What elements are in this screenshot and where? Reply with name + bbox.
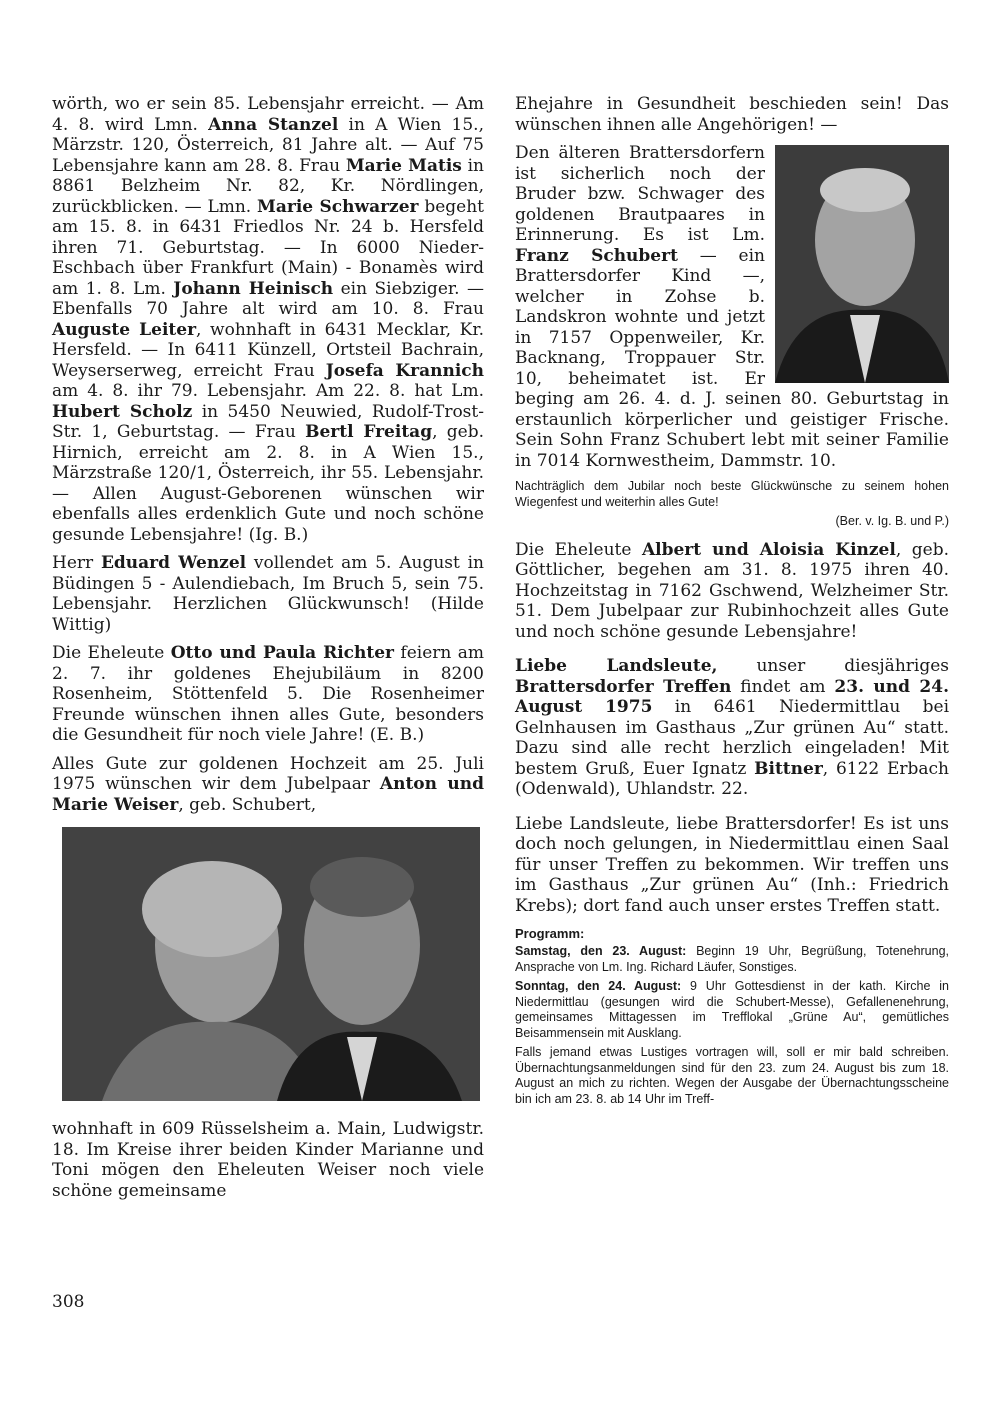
program-heading: Programm: [515, 926, 585, 941]
richter-paragraph: Die Eheleute Otto und Paula Richter feiern am 2. 7. ihr goldenes Ehejubiläum in 8200 Rosenheim, Stöttenfeld 5. Die Rosenheimer Freunde wünschen ihnen alles Gute, besonders die Gesundheit für noch viele Jahre! (E. B.) [52, 643, 484, 745]
wenzel-paragraph: Herr Eduard Wenzel vollendet am 5. August in Büdingen 5 - Aulendiebach, Im Bruch 5, sein 75. Lebensjahr. Herzlichen Glückwunsch! (Hilde Wittig) [52, 553, 484, 635]
weiser-continued: wohnhaft in 609 Rüsselsheim a. Main, Ludwigstr. 18. Im Kreise ihrer beiden Kinder Marianne und Toni mögen den Eheleuten Weiser noch viele schöne gemeinsame [52, 1119, 484, 1201]
name: Josefa Krannich [325, 360, 484, 381]
couple-photo [62, 827, 480, 1101]
name: Hubert Scholz [52, 401, 193, 422]
program-note: Falls jemand etwas Lustiges vortragen will, soll er mir bald schreiben. Übernachtungsanmeldungen sind für den 23. zum 24. August bis zum 18. August an mich zu richten. Wegen der Ausgabe der Übernachtungsscheine bin ich am 23. 8. ab 14 Uhr im Treff- [515, 1045, 949, 1106]
treffen-paragraph: Liebe Landsleute, unser diesjähriges Brattersdorfer Treffen findet am 23. und 24. August 1975 in 6461 Niedermittlau bei Gelnhausen im Gasthaus „Zur grünen Au“ statt. Dazu sind alle recht herzlich eingeladen! Mit bestem Gruß, Euer Ignatz Bittner, 6122 Erbach (Odenwald), Uhlandstr. 22. [515, 656, 950, 799]
saal-paragraph: Liebe Landsleute, liebe Brattersdorfer! Es ist uns doch noch gelungen, in Niedermittlau einen Saal für unser Treffen zu bekommen. Wir treffen uns im Gasthaus „Zur grünen Au“ (Inh.: Friedrich Krebs); dort fand auch unser erstes Treffen statt. [515, 813, 949, 916]
schubert-note: Nachträglich dem Jubilar noch beste Glückwünsche zu seinem hohen Wiegenfest und weiterhin alles Gute! [515, 479, 949, 509]
page-number: 308 [52, 1292, 85, 1312]
schubert-paragraph: Den älteren Brattersdorfern ist sicherlich noch der Bruder bzw. Schwager des goldenen Brautpaares in Erinnerung. Es ist Lm. Franz Schubert — ein Brattersdorfer Kind —, welcher in Zohse b. Landskron wohnte und jetzt in 7157 Oppenweiler, Kr. Backnang, Troppauer Str. 10, beheimatet ist. Er beging am 26. 4. d. J. seinen 80. Geburtstag in erstaunlich körperlicher und geistiger Frische. Sein Sohn Franz Schubert lebt mit seiner Familie in 7014 Kornwestheim, Dammstr. 10. [515, 143, 949, 471]
schubert-photo [775, 145, 949, 383]
wishes-paragraph: Ehejahre in Gesundheit beschieden sein! Das wünschen ihnen alle Angehörigen! — [515, 94, 949, 135]
right-column [515, 94, 949, 1111]
kinzel-paragraph: Die Eheleute Albert und Aloisia Kinzel, geb. Göttlicher, begehen am 31. 8. 1975 ihren 40. Hochzeitstag in 7162 Gschwend, Welzheimer Str. 51. Dem Jubelpaar zur Rubinhochzeit alles Gute und noch schöne gesunde Lebensjahre! [515, 539, 949, 642]
schubert-note-signature: (Ber. v. Ig. B. und P.) [835, 514, 949, 528]
name: Anna Stanzel [208, 114, 339, 135]
schubert-photo-graphic [775, 145, 949, 383]
name: Johann Heinisch [173, 278, 334, 299]
weiser-paragraph: Alles Gute zur goldenen Hochzeit am 25. Juli 1975 wünschen wir dem Jubelpaar Anton und Marie Weiser, geb. Schubert, [52, 753, 484, 815]
name: Marie Schwarzer [257, 196, 419, 217]
left-column [52, 94, 484, 1209]
name: Bertl Freitag [305, 422, 433, 442]
birthday-paragraph: wörth, wo er sein 85. Lebensjahr erreicht. — Am 4. 8. wird Lmn. Anna Stanzel in A Wien 15., Märzstr. 120, Österreich, 81 Jahre alt. — Auf 75 Lebensjahre kann am 28. 8. Frau Marie Matis in 8861 Belzheim Nr. 82, Kr. Nördlingen, zurückblicken. — Lmn. Marie Schwarzer begeht am 15. 8. in 6431 Friedlos Nr. 24 b. Hersfeld ihren 71. Geburtstag. — In 6000 Nieder-Eschbach über Frankfurt (Main) - Bonamès wird am 1. 8. Lm. Johann Heinisch ein Siebziger. — Ebenfalls 70 Jahre alt wird am 10. 8. Frau Auguste Leiter, wohnhaft in 6431 Mecklar, Kr. Hersfeld. — In 6411 Künzell, Ortsteil Bachrain, Weyserserweg, erreicht Frau Josefa Krannich am 4. 8. ihr 79. Lebensjahr. Am 22. 8. hat Lm. Hubert Scholz in 5450 Neuwied, Rudolf-Trost-Str. 1, Geburtstag. — Frau Bertl Freitag, geb. Hirnich, erreicht am 2. 8. in A Wien 15., Märzstraße 120/1, Österreich, ihr 55. Lebensjahr. — Allen August-Geborenen wünschen wir ebenfalls alles erdenklich Gute und noch schöne gesunde Lebensjahre! (Ig. B.) [52, 94, 485, 545]
couple-photo-graphic [62, 827, 480, 1101]
program-sunday: Sonntag, den 24. August: 9 Uhr Gottesdienst in der kath. Kirche in Niedermittlau (gesungen wird die Schubert-Messe), Gefallenenehrung, gemeinsames Mittagessen im Trefflokal „Grüne Au“, gemütliches Beisammensein mit Ausklang. [515, 979, 949, 1040]
program-saturday: Samstag, den 23. August: Beginn 19 Uhr, Begrüßung, Totenehrung, Ansprache von Lm. Ing. Richard Läufer, Sonstiges. [515, 944, 950, 974]
name: Auguste Leiter [52, 319, 197, 340]
name: Marie Matis [345, 155, 462, 176]
